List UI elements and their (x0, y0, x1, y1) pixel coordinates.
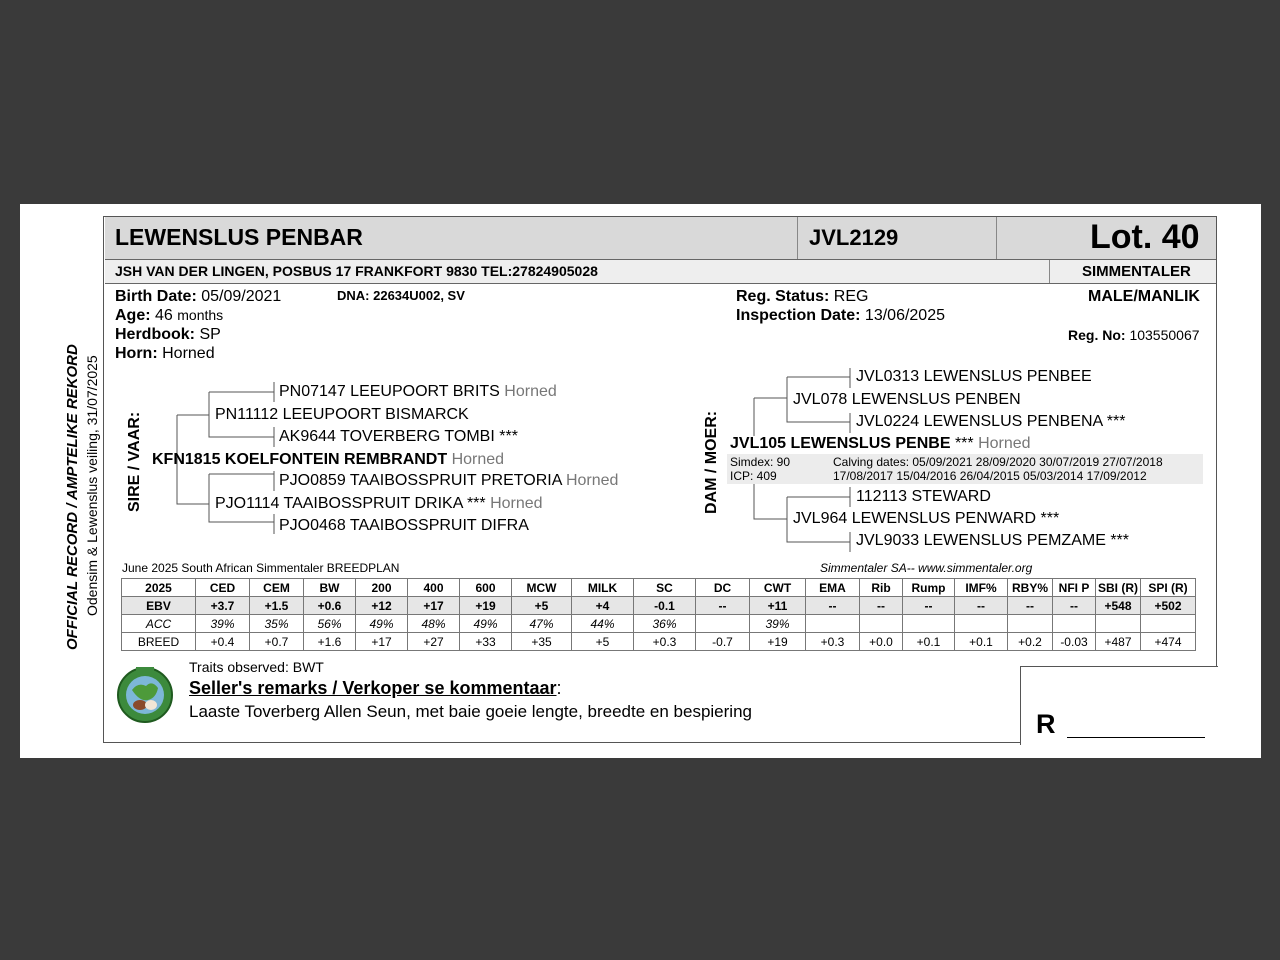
headers-cell: IMF% (955, 579, 1008, 597)
animal-id: JVL2129 (809, 225, 899, 250)
dam-name: JVL105 LEWENSLUS PENBE *** Horned (730, 435, 1031, 452)
breed-cell: +474 (1141, 633, 1196, 651)
sire-dam-sire: PJO0859 TAAIBOSSPRUIT PRETORIA Horned (279, 472, 619, 489)
ebv-cell: -- (860, 597, 903, 615)
breed-cell: BREED (122, 633, 196, 651)
headers-cell: SPI (R) (1141, 579, 1196, 597)
headers-cell: CWT (750, 579, 806, 597)
calving-dates-1: Calving dates: 05/09/2021 28/09/2020 30/07/2019 27/07/2018 (833, 455, 1163, 469)
ebv-cell: +548 (1096, 597, 1141, 615)
acc-cell (1053, 615, 1096, 633)
acc-cell (903, 615, 955, 633)
ebv-cell: -- (955, 597, 1008, 615)
acc-cell (860, 615, 903, 633)
breed-cell: +19 (750, 633, 806, 651)
breed-cell: +1.6 (304, 633, 356, 651)
headers-cell: Rump (903, 579, 955, 597)
simdex: Simdex: 90 (730, 455, 791, 469)
acc-cell: 39% (196, 615, 250, 633)
ebv-cell: -- (806, 597, 860, 615)
ebv-cell: +502 (1141, 597, 1196, 615)
breed-cell: +0.3 (634, 633, 696, 651)
dam-dam: JVL964 LEWENSLUS PENWARD *** (793, 510, 1060, 527)
ebv-cell: +17 (408, 597, 460, 615)
acc-cell: 49% (356, 615, 408, 633)
headers-cell: SBI (R) (1096, 579, 1141, 597)
breeder-info: JSH VAN DER LINGEN, POSBUS 17 FRANKFORT 9830 TEL:27824905028 (115, 263, 598, 279)
inspection-date: Inspection Date: 13/06/2025 (736, 307, 945, 324)
age: Age: 46 months (115, 307, 224, 324)
ebv-values-row (122, 597, 1196, 615)
ebv-header-row (122, 579, 1196, 597)
acc-cell (1008, 615, 1053, 633)
breed-cell: +0.2 (1008, 633, 1053, 651)
ebv-cell: -- (696, 597, 750, 615)
ebv-table (121, 578, 1196, 651)
headers-cell: RBY% (1008, 579, 1053, 597)
sire-dam-dam: PJO0468 TAAIBOSSPRUIT DIFRA (279, 517, 529, 534)
breed-cell: -0.7 (696, 633, 750, 651)
dam-label: DAM / MOER: (703, 410, 720, 514)
birth-date: Birth Date: 05/09/2021 (115, 288, 282, 305)
breed-cell: +0.4 (196, 633, 250, 651)
ebv-cell: +1.5 (250, 597, 304, 615)
ebv-cell: -- (1053, 597, 1096, 615)
ebv-cell: +19 (460, 597, 512, 615)
ebv-cell: +4 (572, 597, 634, 615)
headers-cell: SC (634, 579, 696, 597)
simmentaler-url: Simmentaler SA-- www.simmentaler.org (820, 561, 1033, 575)
ebv-cell: -- (1008, 597, 1053, 615)
headers-cell: BW (304, 579, 356, 597)
horn-status: Horn: Horned (115, 345, 215, 362)
breed-average-row (122, 633, 1196, 651)
dam-dam-sire: 112113 STEWARD (856, 488, 991, 505)
traits-observed: Traits observed: BWT (189, 659, 324, 675)
calving-dates-2: 17/08/2017 15/04/2016 26/04/2015 05/03/2014 17/09/2012 (833, 469, 1147, 483)
dam-dam-dam: JVL9033 LEWENSLUS PEMZAME *** (856, 532, 1129, 549)
ebv-cell: +12 (356, 597, 408, 615)
dam-sire-sire: JVL0313 LEWENSLUS PENBEE (856, 368, 1092, 385)
headers-cell: EMA (806, 579, 860, 597)
acc-cell: 47% (512, 615, 572, 633)
ebv-cell: +3.7 (196, 597, 250, 615)
dam-sire: JVL078 LEWENSLUS PENBEN (793, 391, 1021, 408)
acc-cell: ACC (122, 615, 196, 633)
sex: MALE/MANLIK (1088, 288, 1200, 305)
lot-number: Lot. 40 (1090, 218, 1200, 256)
simmentaler-logo (114, 660, 176, 726)
acc-cell: 44% (572, 615, 634, 633)
breed-cell: +17 (356, 633, 408, 651)
breed-cell: +33 (460, 633, 512, 651)
breed-cell: +0.1 (903, 633, 955, 651)
icp: ICP: 409 (730, 469, 777, 483)
breed-cell: +27 (408, 633, 460, 651)
breed-cell: -0.03 (1053, 633, 1096, 651)
sire-name: KFN1815 KOELFONTEIN REMBRANDT Horned (152, 451, 505, 468)
reg-status: Reg. Status: REG (736, 288, 869, 305)
dna-info: DNA: 22634U002, SV (337, 288, 465, 303)
breed-cell: +0.3 (806, 633, 860, 651)
sire-sire: PN11112 LEEUPOORT BISMARCK (215, 406, 469, 423)
breed-cell: +487 (1096, 633, 1141, 651)
ebv-cell: +5 (512, 597, 572, 615)
acc-cell (1141, 615, 1196, 633)
acc-cell: 56% (304, 615, 356, 633)
breed-cell: +5 (572, 633, 634, 651)
seller-remarks: Laaste Toverberg Allen Seun, met baie goeie lengte, breedte en bespiering (189, 702, 752, 721)
acc-cell: 48% (408, 615, 460, 633)
auction-label: Odensim & Lewenslus veiling, 31/07/2025 (84, 355, 100, 616)
sire-sire-sire: PN07147 LEEUPOORT BRITS Horned (279, 383, 557, 400)
breed-cell: +0.1 (955, 633, 1008, 651)
acc-cell (806, 615, 860, 633)
sire-sire-dam: AK9644 TOVERBERG TOMBI *** (279, 428, 518, 445)
r-label: R (1036, 709, 1056, 739)
breedplan-caption: June 2025 South African Simmentaler BREEDPLAN (122, 561, 400, 575)
acc-cell (955, 615, 1008, 633)
herdbook: Herdbook: SP (115, 326, 221, 343)
ebv-cell: -0.1 (634, 597, 696, 615)
breed-cell: +0.7 (250, 633, 304, 651)
acc-cell: 36% (634, 615, 696, 633)
accuracy-row (122, 615, 1196, 633)
sire-dam: PJO1114 TAAIBOSSPRUIT DRIKA *** Horned (215, 495, 543, 512)
headers-cell: 400 (408, 579, 460, 597)
headers-cell: CEM (250, 579, 304, 597)
ebv-cell: EBV (122, 597, 196, 615)
headers-cell: 2025 (122, 579, 196, 597)
acc-cell: 39% (750, 615, 806, 633)
headers-cell: MCW (512, 579, 572, 597)
ebv-cell: -- (903, 597, 955, 615)
acc-cell: 35% (250, 615, 304, 633)
headers-cell: 600 (460, 579, 512, 597)
acc-cell (696, 615, 750, 633)
headers-cell: 200 (356, 579, 408, 597)
dam-sire-dam: JVL0224 LEWENSLUS PENBENA *** (856, 413, 1126, 430)
animal-name: LEWENSLUS PENBAR (115, 224, 363, 250)
acc-cell (1096, 615, 1141, 633)
official-record-label: OFFICIAL RECORD / AMPTELIKE REKORD (64, 344, 81, 650)
ebv-cell: +0.6 (304, 597, 356, 615)
reg-number: Reg. No: 103550067 (1068, 327, 1200, 343)
breed-cell: +0.0 (860, 633, 903, 651)
headers-cell: Rib (860, 579, 903, 597)
headers-cell: NFI P (1053, 579, 1096, 597)
headers-cell: DC (696, 579, 750, 597)
breed-cell: +35 (512, 633, 572, 651)
seller-remarks-title: Seller's remarks / Verkoper se kommentaar: (189, 678, 562, 698)
breed-label: SIMMENTALER (1082, 263, 1191, 280)
acc-cell: 49% (460, 615, 512, 633)
headers-cell: MILK (572, 579, 634, 597)
signature-line (1067, 737, 1205, 738)
sire-label: SIRE / VAAR: (126, 411, 143, 512)
ebv-cell: +11 (750, 597, 806, 615)
lot-card (20, 204, 1261, 758)
headers-cell: CED (196, 579, 250, 597)
